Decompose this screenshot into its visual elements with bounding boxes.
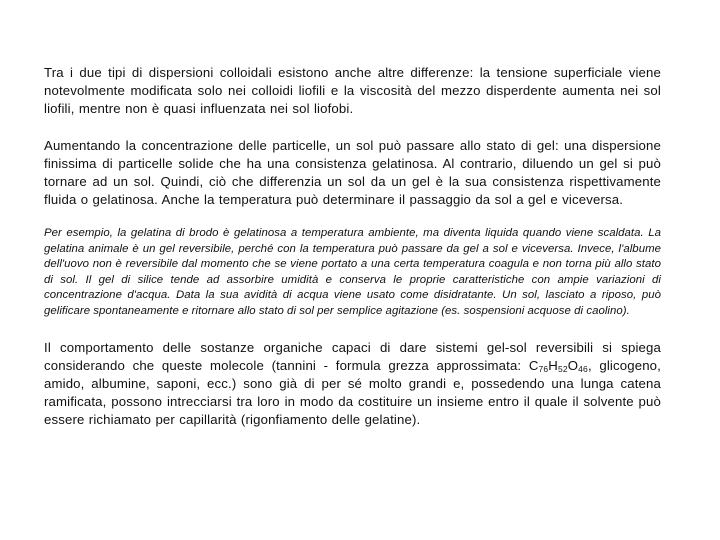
formula-oxygen-count: 46 <box>578 363 588 374</box>
paragraph-text-after-formula: , glicogeno, amido, albumine, saponi, ecc.) sono già di per sé molto grandi e, possedendo una lunga catena ramificata, possono intrecciarsi tra loro in modo da costituire un insieme entro il quale il solvente può essere richiamato per capillarità (rigonfiamento delle gelatine). <box>44 357 661 427</box>
formula-hydrogen-count: 52 <box>557 363 568 374</box>
paragraph-surface-tension-viscosity: Tra i due tipi di dispersioni colloidali esistono anche altre differenze: la tensione superficiale viene notevolmente modificata solo nei colloidi liofili e la viscosità del mezzo disperdente aumenta nei sol liofili, mentre non è quasi influenzata nei sol liofobi. <box>44 65 661 116</box>
formula-hydrogen: H <box>548 357 558 373</box>
paragraph-organic-substances <box>44 339 661 429</box>
paragraph-gel-examples: Per esempio, la gelatina di brodo è gelatinosa a temperatura ambiente, ma diventa liquida quando viene scaldata. La gelatina animale è un gel reversibile, perché con la temperatura può passare da gel a sol e viceversa. Invece, l'albume dell'uovo non è reversibile dal momento che se viene portato a una certa temperatura coagula e non torna più allo stato di sol. Il gel di silice tende ad assorbire umidità e conserva le proprie caratteristiche con ampie variazioni di concentrazione d'acqua. Data la sua avidità di acqua viene usato come disidratante. Un sol, lasciato a riposo, può gelificare spontaneamente e ritornare allo stato di sol per semplice agitazione (es. sospensioni acquose di caolino). <box>44 227 661 317</box>
paragraph-sol-gel-transition: Aumentando la concentrazione delle particelle, un sol può passare allo stato di gel: una dispersione finissima di particelle solide che ha una consistenza gelatinosa. Al contrario, diluendo un gel si può tornare ad un sol. Quindi, ciò che differenzia un sol da un gel è la sua consistenza rispettivamente fluida o gelatinosa. Anche la temperatura può determinare il passaggio da sol a gel e viceversa. <box>44 138 661 207</box>
document-page <box>44 64 661 429</box>
paragraph-text-before-formula: Il comportamento delle sostanze organiche capaci di dare sistemi gel-sol reversibili si spiega considerando che queste molecole (tannini - formula grezza approssimata: <box>44 339 661 373</box>
formula-oxygen: O <box>567 357 579 373</box>
formula-carbon: C <box>528 357 539 373</box>
formula-carbon-count: 76 <box>538 363 549 374</box>
tannin-formula <box>529 358 588 373</box>
